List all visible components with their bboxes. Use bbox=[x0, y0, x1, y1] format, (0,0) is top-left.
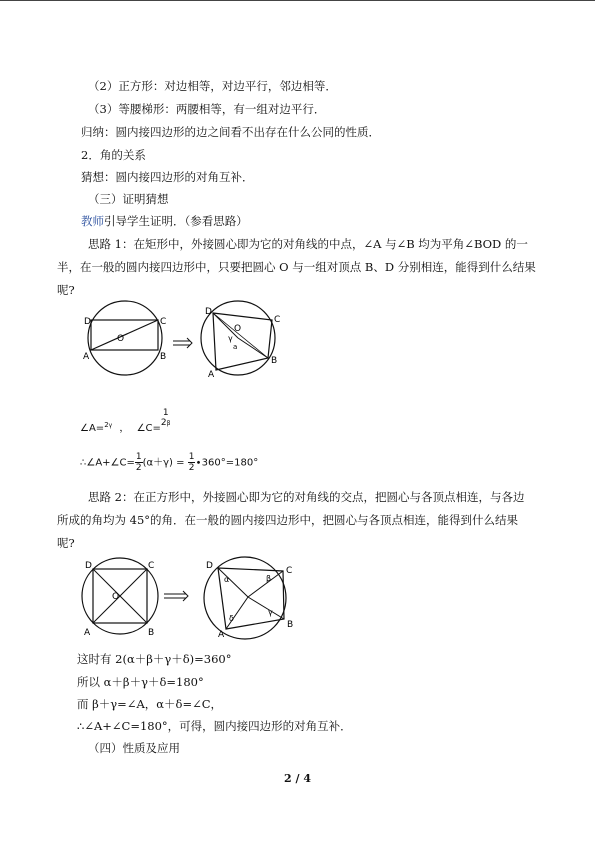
half-fraction: $\frac{1}{2}$ bbox=[188, 452, 195, 473]
label-A: A bbox=[83, 352, 90, 362]
angle-A-value: 2γ bbox=[104, 420, 113, 429]
radius-line bbox=[218, 568, 248, 597]
figure-2 bbox=[78, 553, 303, 643]
text-line: 归纳：圆内接四边形的边之间看不出存在什么公同的性质． bbox=[81, 125, 380, 139]
label-A: A bbox=[84, 628, 91, 638]
text-line: （三）证明猜想 bbox=[88, 192, 169, 206]
text-line bbox=[81, 214, 248, 228]
label-B: B bbox=[160, 352, 167, 362]
label-alpha: α bbox=[224, 575, 230, 584]
diagonal-line bbox=[91, 320, 158, 350]
implies-arrow-icon bbox=[164, 591, 188, 601]
angle-A-prefix: ∠A= bbox=[80, 423, 105, 434]
radius-line bbox=[238, 338, 268, 358]
general-quad-in-circle bbox=[201, 301, 280, 380]
label-B: B bbox=[271, 356, 278, 366]
text-line: 呢? bbox=[57, 536, 75, 550]
text-line: 思路 2：在正方形中，外接圆心即为它的对角线的交点，把圆心与各顶点相连，与各边 bbox=[88, 490, 525, 504]
text-line: （3）等腰梯形：两腰相等，有一组对边平行． bbox=[88, 102, 326, 116]
label-O: O bbox=[234, 324, 242, 334]
general-quad-in-circle bbox=[204, 557, 293, 640]
label-D: D bbox=[206, 561, 213, 571]
figure-1 bbox=[78, 298, 298, 382]
label-B: B bbox=[148, 628, 155, 638]
label-D: D bbox=[205, 307, 212, 317]
text-line: 所成的角均为 45°的角．在一般的圆内接四边形中，把圆心与各顶点相连，能得到什么结果 bbox=[57, 513, 519, 527]
text-line: 呢? bbox=[57, 283, 75, 297]
text-line: （2）正方形：对边相等，对边平行，邻边相等． bbox=[88, 79, 337, 93]
label-A: A bbox=[218, 630, 225, 640]
radius-line bbox=[248, 597, 284, 619]
circle-shape bbox=[88, 301, 162, 375]
label-C: C bbox=[160, 317, 167, 327]
label-gamma: γ bbox=[228, 334, 233, 343]
text-line: ∴∠A+∠C=180°，可得，圆内接四边形的对角互补． bbox=[77, 719, 352, 733]
equals-sign: = bbox=[176, 457, 185, 469]
text-fragment: 引导学生证明．（参看思路） bbox=[104, 214, 248, 228]
text-line: 猜想：圆内接四边形的对角互补． bbox=[81, 170, 254, 184]
text-line: 这时有 2(α＋β＋γ＋δ)=360° bbox=[77, 652, 232, 666]
text-line: 所以 α＋β＋γ＋δ=180° bbox=[77, 675, 204, 689]
text-line: 思路 1：在矩形中，外接圆心即为它的对角线的中点，∠A 与∠B 均为平角∠BOD 的一 bbox=[88, 237, 528, 251]
radius-line bbox=[226, 597, 248, 629]
text-line: （四）性质及应用 bbox=[88, 741, 180, 755]
sum-equation-line bbox=[80, 452, 258, 473]
diagonal-line bbox=[213, 313, 268, 358]
page-number: 2 / 4 bbox=[284, 772, 311, 785]
label-A: A bbox=[208, 370, 215, 380]
result-term: ∙360°=180° bbox=[195, 457, 259, 469]
label-O: O bbox=[112, 592, 120, 602]
angle-C-prefix: ∠C= bbox=[136, 423, 161, 434]
sum-prefix: ∴∠A+∠C= bbox=[80, 457, 135, 469]
teacher-word: 教师 bbox=[81, 214, 104, 228]
label-C: C bbox=[148, 561, 155, 571]
implies-arrow-icon bbox=[173, 338, 192, 348]
label-beta: β bbox=[266, 574, 272, 583]
rectangle-in-circle bbox=[83, 301, 166, 375]
text-line: 而 β＋γ=∠A，α＋δ=∠C， bbox=[77, 697, 223, 711]
label-O: O bbox=[117, 334, 125, 344]
text-line: 半，在一般的圆内接四边形中，只要把圆心 O 与一组对顶点 B、D 分别相连，能得到什么结果 bbox=[57, 260, 536, 274]
label-delta: δ bbox=[229, 614, 234, 623]
label-D: D bbox=[85, 561, 92, 571]
separator: ， bbox=[119, 423, 130, 434]
page-top-rule bbox=[0, 0, 595, 1]
text-line: 2．角的关系 bbox=[81, 148, 146, 162]
label-B: B bbox=[287, 620, 294, 630]
label-a: a bbox=[233, 343, 238, 351]
angle-equation-line bbox=[80, 408, 171, 434]
paren-term: (α＋γ) bbox=[142, 457, 173, 469]
square-in-circle bbox=[82, 558, 158, 638]
label-C: C bbox=[286, 566, 293, 576]
angle-C-value: 1 2β bbox=[160, 408, 171, 428]
half-fraction: $\frac{1}{2}$ bbox=[135, 452, 142, 473]
label-C: C bbox=[274, 315, 281, 325]
label-D: D bbox=[84, 317, 91, 327]
label-gamma: γ bbox=[268, 608, 273, 617]
